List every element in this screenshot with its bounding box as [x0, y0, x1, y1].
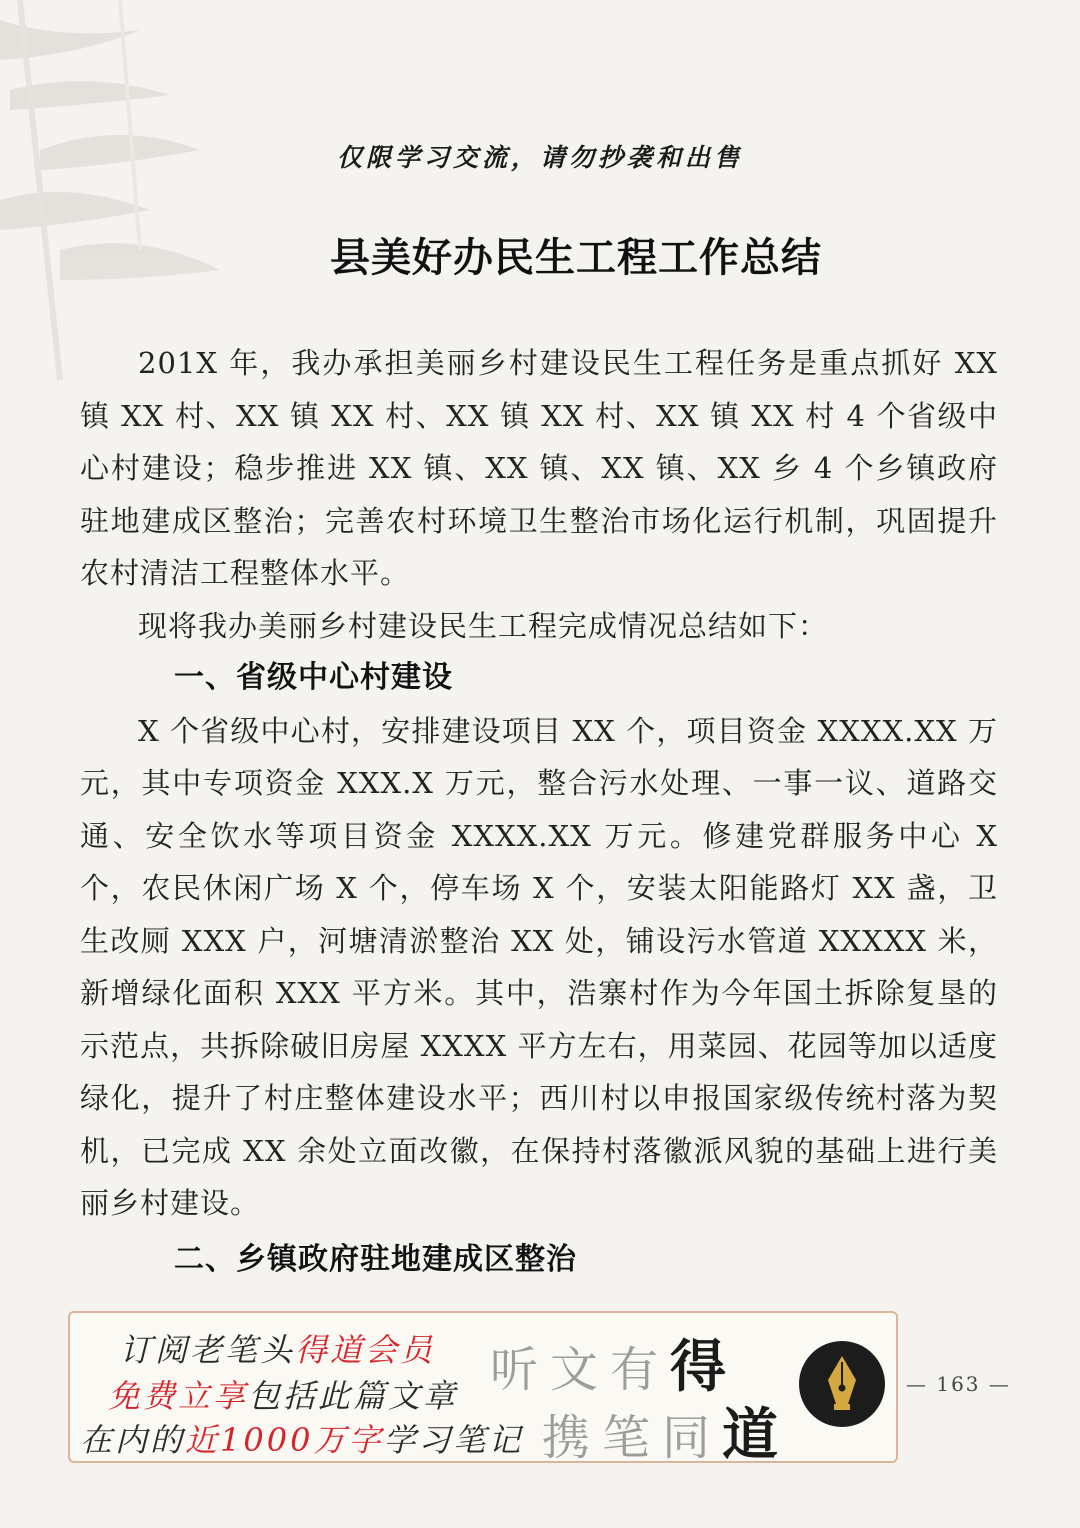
section-heading-2: 二、乡镇政府驻地建成区整治 — [174, 1241, 577, 1277]
banner-line-2: 免费立享包括此篇文章 — [108, 1377, 459, 1415]
bamboo-decoration — [0, 0, 300, 380]
paragraph-summary-lead: 现将我办美丽乡村建设民生工程完成情况总结如下： — [138, 608, 829, 643]
promo-banner[interactable] — [68, 1311, 898, 1463]
paragraph-intro: 201X 年，我办承担美丽乡村建设民生工程任务是重点抓好 XX 镇 XX 村、XX 镇 XX 村、XX 镇 XX 村、XX 镇 XX 村 4 个省级中心村建设；稳步推进 XX 镇、XX 镇、XX 镇、XX 乡 4 个乡镇政府驻地建成区整治；完善农村环境卫生整治市场化运行机制，巩固提升农村清洁工程整体水平。 — [80, 346, 998, 590]
brand-slogan-2: 携笔同道 — [542, 1402, 791, 1463]
document-title: 县美好办民生工程工作总结 — [330, 235, 822, 281]
header-note: 仅限学习交流，请勿抄袭和出售 — [336, 143, 743, 172]
pen-nib-icon — [798, 1340, 886, 1428]
brand-slogan-1: 听文有得 — [490, 1334, 739, 1400]
banner-line-1: 订阅老笔头得道会员 — [120, 1331, 436, 1369]
document-body — [80, 337, 998, 1286]
paragraph-section-1: X 个省级中心村，安排建设项目 XX 个，项目资金 XXXX.XX 万元，其中专项资金 XXX.X 万元，整合污水处理、一事一议、道路交通、安全饮水等项目资金 XXXX.XX 万元。修建党群服务中心 X 个，农民休闲广场 X 个，停车场 X 个，安装太阳能路灯 XX 盏，卫生改厕 XXX 户，河塘清淤整治 XX 处，铺设污水管道 XXXXX 米，新增绿化面积 XXX 平方米。其中，浩寨村作为今年国土拆除复垦的示范点，共拆除破旧房屋 XXXX 平方左右，用菜园、花园等加以适度绿化，提升了村庄整体建设水平；西川村以申报国家级传统村落为契机，已完成 XX 余处立面改徽，在保持村落徽派风貌的基础上进行美丽乡村建设。 — [80, 713, 998, 1220]
page-number: — 163 — — [906, 1372, 1011, 1396]
banner-line-3: 在内的近1000万字学习笔记 — [80, 1421, 524, 1459]
section-heading-1: 一、省级中心村建设 — [174, 660, 453, 695]
